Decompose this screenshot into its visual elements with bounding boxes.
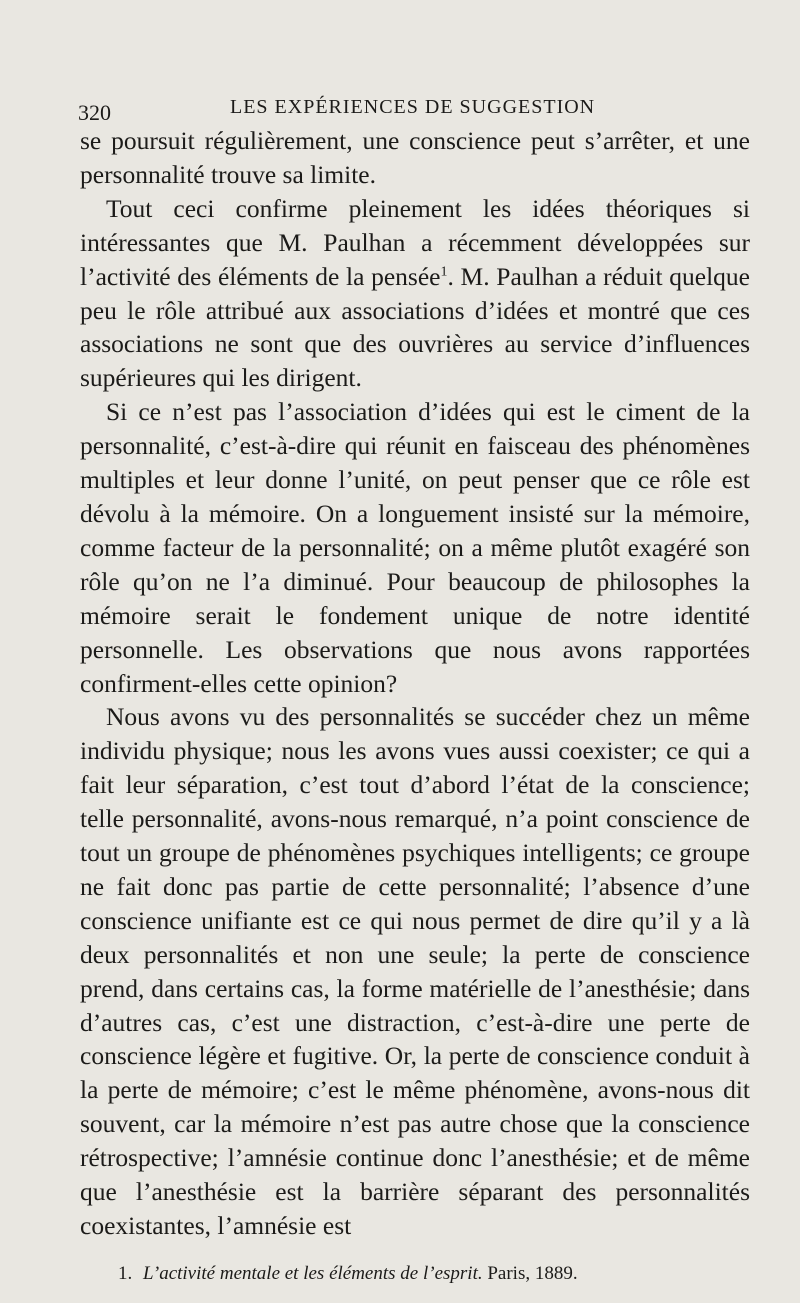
paragraph: Nous avons vu des personnalités se succéder chez un même individu physique; nous les avons vues aussi coexister; ce qui a fait leur séparation, c’est tout d’abord l’état de la conscience; telle personnalité, avons-nous remarqué, n’a point conscience de tout un groupe de phénomènes psychiques intelligents; ce groupe ne fait donc pas partie de cette personnalité; l’absence d’une conscience unifiante est ce qui nous permet de dire qu’il y a là deux personnalités et non une seule; la perte de conscience prend, dans certains cas, la forme matérielle de l’anesthésie; dans d’autres cas, c’est une distraction, c’est-à-dire une perte de conscience légère et fugitive. Or, la perte de conscience conduit à la perte de mémoire; c’est le même phénomène, avons-nous dit souvent, car la mémoire n’est pas autre chose que la conscience rétrospective; l’amnésie continue donc l’anesthésie; et de même que l’anesthésie est la barrière séparant des personnalités coexistantes, l’amnésie est	[80, 702, 750, 1240]
footnote-reference: 1	[440, 264, 448, 280]
paragraph: Si ce n’est pas l’association d’idées qui est le ciment de la personnalité, c’est-à-dire qui réunit en faisceau des phénomènes multiples et leur donne l’unité, on peut penser que ce rôle est dévolu à la mémoire. On a longuement insisté sur la mémoire, comme facteur de la personnalité; on a même plutôt exagéré son rôle qu’on ne l’a diminué. Pour beaucoup de philosophes la mémoire serait le fondement unique de notre identité personnelle. Les observations que nous avons rapportées confirment-elles cette opinion?	[80, 397, 750, 698]
page-number: 320	[78, 100, 111, 125]
body-text	[80, 124, 750, 1243]
paragraph	[80, 192, 750, 395]
footnote-place-year: Paris, 1889.	[487, 1263, 578, 1284]
footnote-title: L’activité mentale et les éléments de l’esprit.	[143, 1263, 483, 1284]
footnote-number: 1.	[118, 1263, 133, 1284]
paragraph-text: . M. Paulhan a réduit quelque peu le rôle attribué aux associations d’idées et montré que ces associations ne sont que des ouvrières au service d’influences supérieures qui les dirigent.	[80, 261, 750, 393]
paragraph-continued: se poursuit régulièrement, une conscience peut s’arrêter, et une personnalité trouve sa limite.	[80, 126, 750, 189]
running-title: LES EXPÉRIENCES DE SUGGESTION	[230, 96, 596, 118]
paragraph-text: Tout ceci confirme pleinement les idées théoriques si intéressantes que M. Paulhan a récemment développées sur l’activité des éléments de la pensée	[80, 193, 750, 291]
footnote	[118, 1262, 738, 1286]
